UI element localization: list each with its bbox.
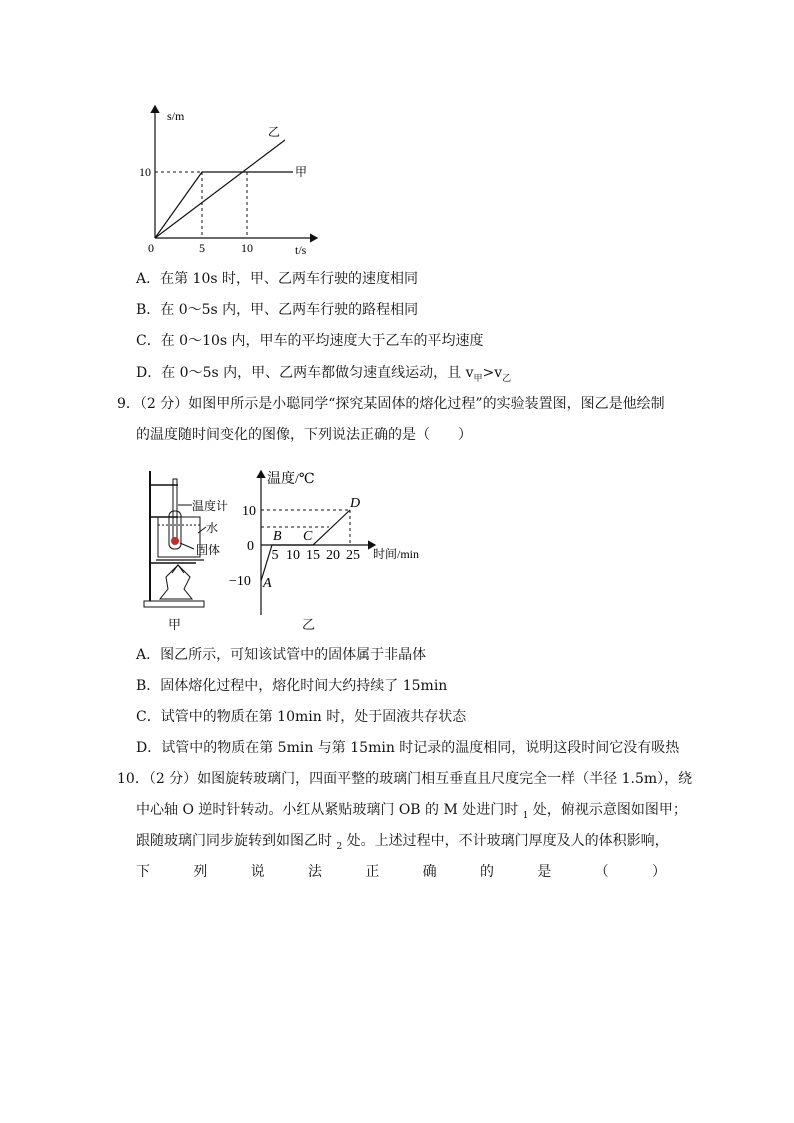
q9-stem-line1: 9．（2 分）如图甲所示是小聪同学“探究某固体的熔化过程”的实验装置图，图乙是他绘制 bbox=[117, 396, 665, 412]
caption-yi: 乙 bbox=[302, 618, 316, 633]
solid-sample bbox=[171, 537, 179, 545]
x-tick-10: 10 bbox=[286, 548, 300, 563]
burner bbox=[160, 565, 192, 599]
label-jia: 甲 bbox=[295, 165, 308, 179]
q10-line4-char: 说 bbox=[250, 864, 265, 880]
x-tick-20: 20 bbox=[326, 548, 340, 563]
y-tick-minus10: −10 bbox=[229, 574, 251, 589]
q10-line2-pre: 中心轴 O 逆时针转动。小红从紧贴玻璃门 OB 的 M 处进门时 bbox=[136, 802, 523, 818]
label-thermometer: 温度计 bbox=[192, 499, 229, 513]
q10-line4-char: 的 bbox=[479, 864, 494, 880]
q8-option-a: A．在第 10s 时，甲、乙两车行驶的速度相同 bbox=[136, 271, 419, 287]
q10-line3-sub: 2 bbox=[336, 842, 343, 852]
q10-line3 bbox=[136, 832, 669, 852]
q10-line4-char: 正 bbox=[365, 864, 380, 880]
q10-line1: 10．（2 分）如图旋转玻璃门，四面平整的玻璃门相互垂直且尺度完全一样（半径 1.5m），绕 bbox=[117, 771, 693, 787]
q9-option-c: C．试管中的物质在第 10min 时，处于固液共存状态 bbox=[136, 709, 467, 725]
y-tick-0: 0 bbox=[247, 539, 254, 554]
y-tick-10: 10 bbox=[139, 165, 151, 179]
y-tick-10: 10 bbox=[242, 504, 256, 519]
q10-line2-post: 处，俯视示意图如图甲； bbox=[528, 802, 687, 818]
q9-option-a: A．图乙所示，可知该试管中的固体属于非晶体 bbox=[136, 647, 427, 663]
q10-line4-char: 下 bbox=[136, 864, 150, 880]
graph-temperature-time bbox=[225, 465, 440, 615]
beaker bbox=[158, 517, 200, 557]
q10-line4-char: ） bbox=[651, 864, 666, 880]
line-jia bbox=[155, 172, 293, 238]
q9-option-d: D．试管中的物质在第 5min 与第 15min 时记录的温度相同，说明这段时间它没有吸热 bbox=[136, 740, 680, 756]
line-yi bbox=[155, 140, 285, 238]
label-pointer-water bbox=[198, 527, 206, 533]
label-solid: 固体 bbox=[196, 543, 221, 557]
q10-line4-char: 确 bbox=[422, 864, 437, 880]
label-yi: 乙 bbox=[268, 125, 281, 139]
label-water: 水 bbox=[206, 521, 219, 535]
x-axis-label: 时间/min bbox=[373, 547, 420, 561]
point-a: A bbox=[263, 576, 272, 591]
q8-option-d bbox=[136, 364, 511, 384]
point-c: C bbox=[303, 529, 313, 544]
label-pointer-solid bbox=[180, 543, 194, 549]
q10-line3-pre: 跟随玻璃门同步旋转到如图乙时 bbox=[136, 833, 337, 849]
x-tick-5: 5 bbox=[271, 548, 279, 563]
graph-s-t bbox=[135, 100, 325, 260]
x-tick-5: 5 bbox=[199, 241, 205, 255]
q8-sub-jia: 甲 bbox=[473, 374, 483, 384]
q10-line2-sub: 1 bbox=[522, 811, 529, 821]
q10-line3-post: 处。上述过程中，不计玻璃门厚度及人的体积影响， bbox=[342, 833, 669, 849]
x-tick-25: 25 bbox=[346, 548, 360, 563]
point-d: D bbox=[350, 496, 361, 511]
q10-line4 bbox=[136, 863, 670, 881]
origin-label: 0 bbox=[148, 241, 154, 255]
q8-option-b: B．在 0～5s 内，甲、乙两车行驶的路程相同 bbox=[136, 302, 419, 318]
q9-option-b: B．固体熔化过程中，熔化时间大约持续了 15min bbox=[136, 678, 448, 694]
thermometer bbox=[173, 479, 177, 541]
q10-line4-char: 列 bbox=[193, 864, 208, 880]
caption-jia: 甲 bbox=[168, 618, 182, 633]
point-b: B bbox=[273, 529, 282, 544]
stand-base bbox=[144, 601, 204, 607]
q8-option-d-text: D．在 0～5s 内，甲、乙两车都做匀速直线运动，且 v bbox=[136, 365, 474, 381]
q10-line4-char: （ bbox=[594, 864, 609, 880]
q8-option-c: C．在 0～10s 内，甲车的平均速度大于乙车的平均速度 bbox=[136, 333, 484, 349]
y-axis-label: 温度/℃ bbox=[267, 472, 315, 487]
y-axis-label: s/m bbox=[167, 109, 185, 123]
q10-line4-char: 是 bbox=[537, 864, 552, 880]
q8-sub-yi: 乙 bbox=[502, 374, 512, 384]
x-axis-label: t/s bbox=[295, 243, 307, 257]
x-tick-15: 15 bbox=[306, 548, 320, 563]
x-tick-10: 10 bbox=[241, 241, 253, 255]
q10-line2 bbox=[136, 801, 687, 821]
q9-stem-line2: 的温度随时间变化的图像，下列说法正确的是（ ） bbox=[136, 427, 472, 443]
q10-line4-char: 法 bbox=[307, 864, 322, 880]
q8-option-d-mid: >v bbox=[482, 365, 503, 381]
